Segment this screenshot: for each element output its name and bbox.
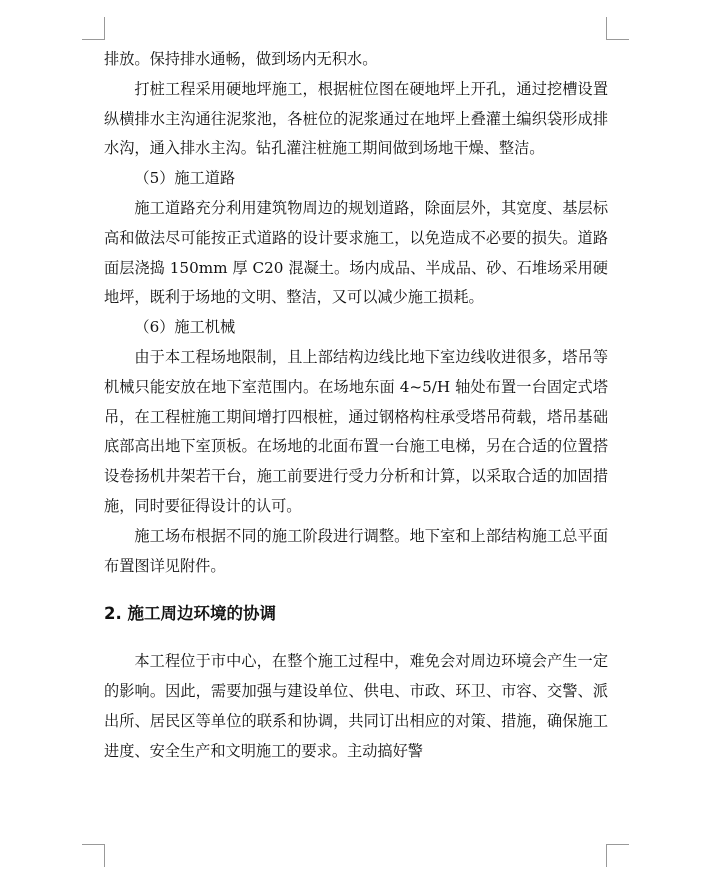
corner-mark-bottom-right [606, 844, 629, 867]
corner-mark-top-right [606, 17, 629, 40]
paragraph-drainage-end: 排放。保持排水通畅，做到场内无积水。 [104, 50, 378, 68]
paragraph-piling: 打桩工程采用硬地坪施工，根据桩位图在硬地坪上开孔，通过挖槽设置纵横排水主沟通往泥浆池，各桩位的泥浆通过在地坪上叠灌土编织袋形成排水沟，通入排水主沟。钻孔灌注桩施工期间做到场地干燥、整洁。 [104, 79, 608, 158]
paragraph-environment: 本工程位于市中心，在整个施工过程中，难免会对周边环境会产生一定的影响。因此，需要加强与建设单位、供电、市政、环卫、市容、交警、派出所、居民区等单位的联系和协调，共同订出相应的对策、措施，确保施工进度、安全生产和文明施工的要求。主动搞好警 [104, 652, 608, 760]
paragraph-construction-road: 施工道路充分利用建筑物周边的规划道路，除面层外，其宽度、基层标高和做法尽可能按正式道路的设计要求施工，以免造成不必要的损失。道路面层浇捣 150mm 厚 C20 混凝土。场内成品、半成品、砂、石堆场采用硬地坪，既利于场地的文明、整洁，又可以减少施工损耗。 [104, 198, 608, 307]
document-body [104, 45, 608, 767]
section-heading-environment: 2. 施工周边环境的协调 [104, 604, 276, 624]
paragraph-construction-machinery: 由于本工程场地限制，且上部结构边线比地下室边线收进很多，塔吊等机械只能安放在地下室范围内。在场地东面 4~5/H 轴处布置一台固定式塔吊，在工程桩施工期间增打四根桩，通过钢格构柱承受塔吊荷载，塔吊基础底部高出地下室顶板。在场地的北面布置一台施工电梯，另在合适的位置搭设卷扬机井架若干台，施工前要进行受力分析和计算，以采取合适的加固措施，同时要征得设计的认可。 [104, 347, 608, 515]
subheading-construction-machinery: （6）施工机械 [134, 318, 236, 337]
corner-mark-top-left [82, 17, 105, 40]
subheading-construction-road: （5）施工道路 [134, 169, 236, 188]
corner-mark-bottom-left [82, 844, 105, 867]
paragraph-site-layout: 施工场布根据不同的施工阶段进行调整。地下室和上部结构施工总平面布置图详见附件。 [104, 526, 608, 575]
